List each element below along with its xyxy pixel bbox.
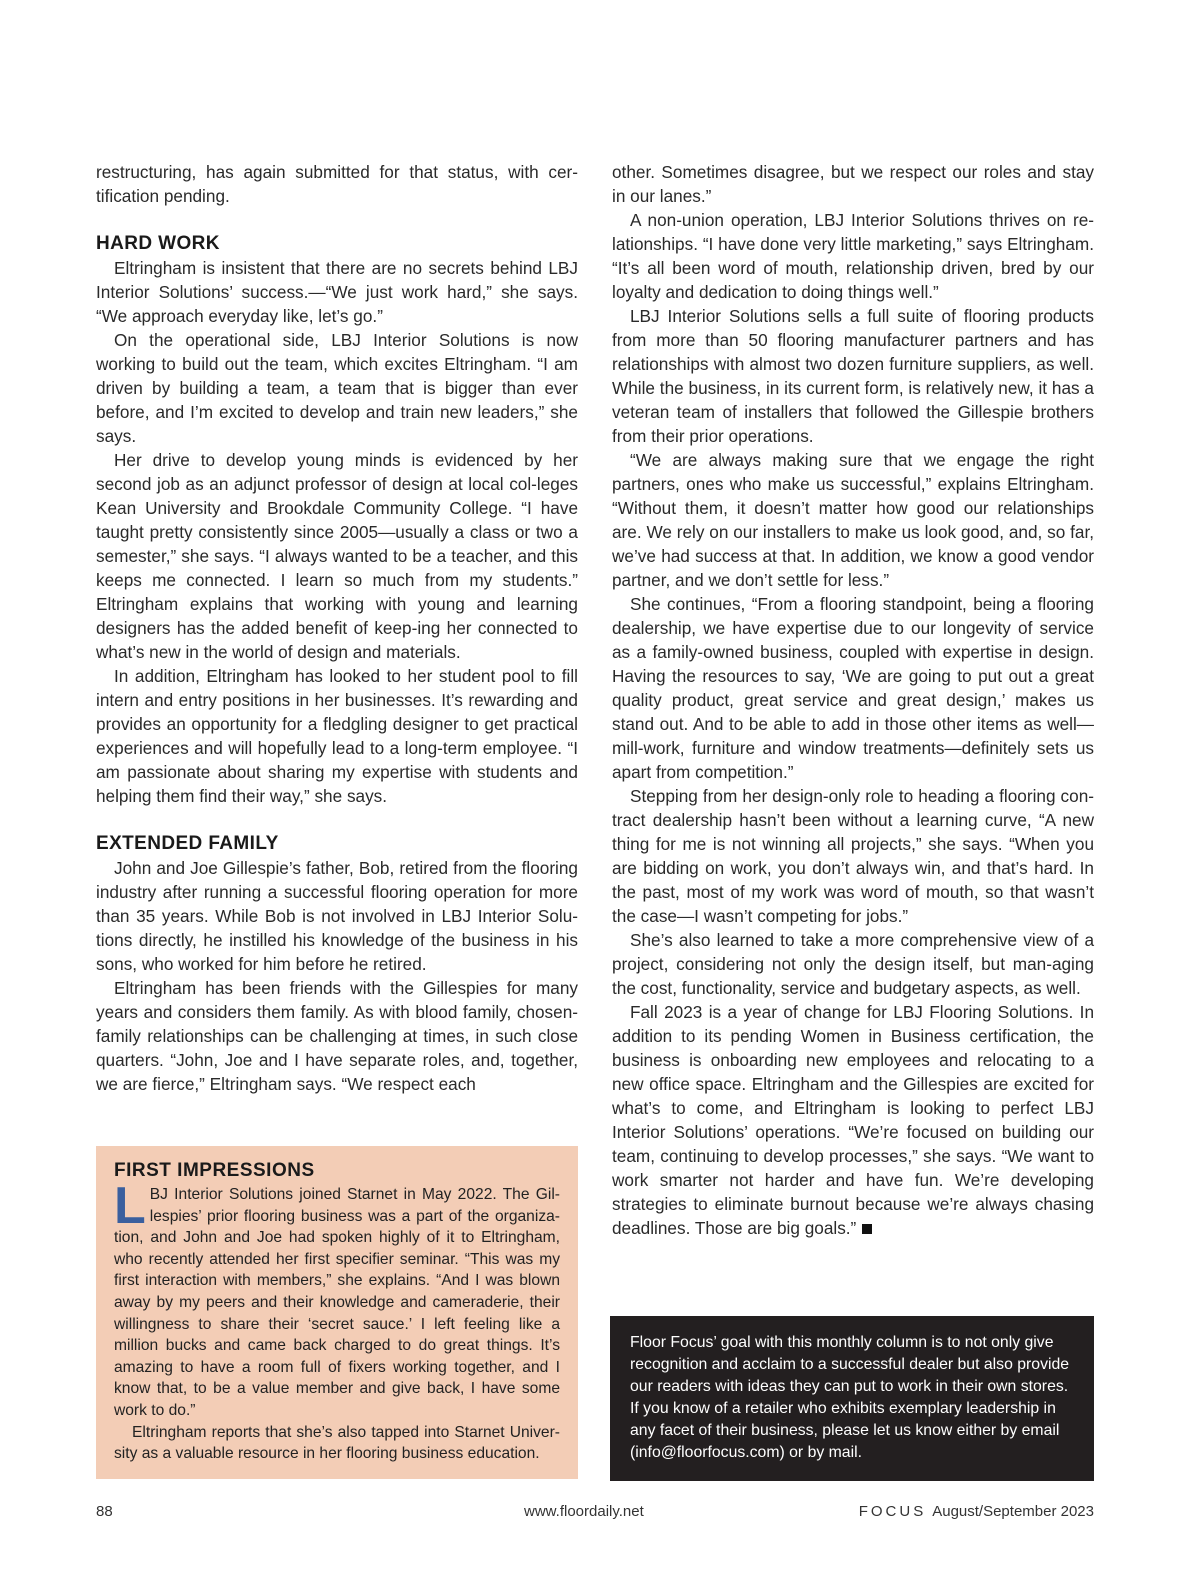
sidebar-paragraph-text: BJ Interior Solutions joined Starnet in May 2022. The Gil-lespies’ prior flooring business was a part of the organiza-tion, and John and Joe had spoken highly of it to Eltringham, who recently attended her first specifier seminar. “This was my first interaction with members,” she explains. “And I was blown away by my peers and their knowledge and cameraderie, their willingness to share their ‘secret sauce.’ I left feeling like a million bucks and came back charged to do great things. It’s amazing to have a room full of fixers working together, and I know that, to be a value member and give back, I have some work to do.” [114,1186,560,1419]
footer-url: www.floordaily.net [524,1503,644,1520]
left-column [96,160,578,1096]
paragraph: “We are always making sure that we engage the right partners, ones who make us successful,” explains Eltringham. “Without them, it doesn’t matter how good our relationships are. We rely on our installers to make us look good, and, so far, we’ve had success at that. In addition, we know a good vendor partner, and we don’t settle for less.” [612,450,1094,590]
paragraph: She’s also learned to take a more comprehensive view of a project, considering not only the design itself, but man-aging the cost, functionality, service and budgetary aspects, as well. [612,930,1094,998]
sidebar-paragraph: Eltringham reports that she’s also tapped into Starnet Univer-sity as a valuable resource in her flooring business education. [114,1423,560,1463]
section-heading-extended-family: EXTENDED FAMILY [96,833,279,854]
paragraph: Stepping from her design-only role to heading a flooring con-tract dealership hasn’t been without a learning curve, “A new thing for me is not winning all projects,” she says. “When you are bidding on work, you don’t always win, and that’s hard. In the past, most of my work was word of mouth, so that wasn’t the case—I wasn’t competing for jobs.” [612,786,1094,926]
editorial-note-box [610,1316,1094,1481]
sidebar-paragraph [114,1177,560,1422]
paragraph: restructuring, has again submitted for that status, with cer-tification pending. [96,162,578,206]
page-footer [96,1503,1094,1527]
end-of-article-square-icon [862,1224,872,1234]
magazine-name: FOCUS [858,1503,927,1520]
right-column [612,160,1094,1240]
sidebar-title: FIRST IMPRESSIONS [114,1160,315,1181]
issue-date: August/September 2023 [932,1503,1094,1520]
section-heading-hard-work: HARD WORK [96,233,220,254]
paragraph: LBJ Interior Solutions sells a full suite of flooring products from more than 50 flooring manufacturer partners and has relationships with almost two dozen furniture suppliers, as well. While the business, in its current form, is relatively new, it has a veteran team of installers that followed the Gillespie brothers from their prior operations. [612,306,1094,446]
paragraph-text: Fall 2023 is a year of change for LBJ Flooring Solutions. In addition to its pending Women in Business certification, the business is onboarding new employees and relocating to a new office space. Eltringham and the Gillespies are excited for what’s to come, and Eltringham is looking to perfect LBJ Interior Solutions’ operations. “We’re focused on building our team, continuing to develop processes,” she says. “We want to work smarter not harder and have fun. We’re developing strategies to eliminate burnout because we’re always chasing deadlines. Those are big goals.” [612,1002,1094,1238]
drop-cap: L [114,1177,146,1235]
first-impressions-sidebar [96,1146,578,1479]
paragraph-final [612,1000,1094,1240]
paragraph: On the operational side, LBJ Interior Solutions is now working to build out the team, which excites Eltringham. “I am driven by building a team, a team that is bigger than ever before, and I’m excited to develop and train new leaders,” she says. [96,330,578,446]
paragraph: Eltringham has been friends with the Gillespies for many years and considers them family. As with blood family, chosen-family relationships can be challenging at times, in such close quarters. “John, Joe and I have separate roles, and, together, we are fierce,” Eltringham says. “We respect each [96,978,578,1094]
paragraph: John and Joe Gillespie’s father, Bob, retired from the flooring industry after running a successful flooring operation for more than 35 years. While Bob is not involved in LBJ Interior Solu-tions directly, he instilled his knowledge of the business in his sons, who worked for him before he retired. [96,858,578,974]
sidebar-body [114,1177,560,1465]
paragraph: Her drive to develop young minds is evidenced by her second job as an adjunct professor of design at local col-leges Kean University and Brookdale Community College. “I have taught pretty consistently since 2005—usually a class or two a semester,” she says. “I always wanted to be a teacher, and this keeps me connected. I learn so much from my students.” Eltringham explains that working with young and learning designers has the added benefit of keep-ing her connected to what’s new in the world of design and materials. [96,450,578,662]
paragraph: In addition, Eltringham has looked to her student pool to fill intern and entry positions in her businesses. It’s rewarding and provides an opportunity for a fledgling designer to get practical experiences and will hopefully lead to a long-term employee. “I am passionate about sharing my expertise with students and helping them find their way,” she says. [96,666,578,806]
page-number: 88 [96,1503,113,1520]
footer-issue [859,1503,1094,1520]
paragraph: Eltringham is insistent that there are no secrets behind LBJ Interior Solutions’ success.—“We just work hard,” she says. “We approach everyday like, let’s go.” [96,258,578,326]
editorial-note-text: Floor Focus’ goal with this monthly column is to not only give recognition and acclaim to a successful dealer but also provide our readers with ideas they can put to work in their own stores. If you know of a retailer who exhibits exemplary leadership in any facet of their business, please let us know either by email (info@floorfocus.com) or by mail. [630,1334,1070,1461]
paragraph: A non-union operation, LBJ Interior Solutions thrives on re-lationships. “I have done very little marketing,” says Eltringham. “It’s all been word of mouth, relationship driven, bred by our loyalty and dedication to doing things well.” [612,210,1094,302]
paragraph: She continues, “From a flooring standpoint, being a flooring dealership, we have expertise due to our longevity of service as a family-owned business, coupled with expertise in design. Having the resources to say, ‘We are going to put out a great quality product, great service and great design,’ makes us stand out. And to be able to add in those other items as well—mill-work, furniture and window treatments—definitely sets us apart from competition.” [612,594,1094,782]
paragraph: other. Sometimes disagree, but we respect our roles and stay in our lanes.” [612,162,1094,206]
